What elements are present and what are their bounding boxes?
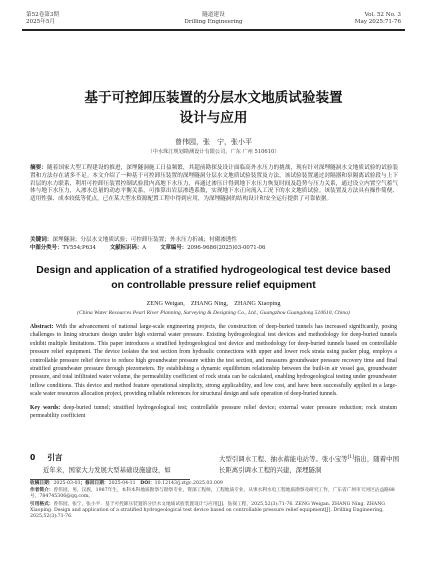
article-id-value: 2096-9686(2025)03-0071-06 — [187, 245, 266, 251]
keywords-cn — [30, 237, 398, 245]
received-label: 收稿日期： — [30, 481, 54, 486]
clc-value: TV554;P634 — [62, 245, 96, 251]
title-en-line-2: on controllable pressure relief equipment — [111, 280, 316, 291]
author-bio-text: 曾伟园，男，汉族，1987年生，本科本科地质勘察与勘察专业，资深工程师，工程地质专业，从事水利水电工程地质勘察及研究工作，广东省广州市天河区沾益路88号，784745306@qq.com。 — [30, 488, 395, 500]
header-rule-thin — [22, 30, 405, 31]
title-cn-line-1: 基于可控卸压装置的分层水文地质试验装置 — [84, 90, 343, 106]
date-cn: 2025年5月 — [26, 19, 55, 25]
revised-label: ；修回日期： — [80, 481, 109, 486]
authors-cn: 曾伟园，张 宁，张小平 — [175, 138, 252, 146]
body-text-right — [219, 452, 399, 476]
citation-text: 曾伟园，张宁，张小平．基于可控卸压装置的分层水文地质试验装置设计与应用[J]．钻探工程，2025,52(3):71-76. ZENG Weigan, ZHANG Ning, ZHANG Xiaoping. Design and application of a stratified hydrogeological test device based on controllable pressure relief equipment[J]. Drilling Engineering, 2025,52(3):71-76. — [30, 502, 386, 520]
keywords-en-label: Key words: — [30, 405, 61, 411]
section-heading-introduction — [30, 453, 62, 463]
affiliation-en: (China Water Resources Pearl River Planning, Surveying & Designing Co., Ltd., Guangzhou Guangdong 510610, China) — [77, 310, 350, 316]
section-number: 0 — [30, 453, 36, 462]
abstract-en-text: With the advancement of national large-scale engineering projects, the construction of deep-buried tunnels has increased significantly, posing challenges to lining structure design under high external water pressure. Existing hydrogeological test devices and methodology for deep-buried tunnels exhibit multiple limitations. This paper introduces a stratified hydrogeological test device and methodology for deep-buried tunnels based on controllable pressure relief equipment. The device isolates the test section from hydraulic connections with upper and lower rock strata using packer plug, employs a controllable pressure relief device to reduce high groundwater pressure within the test section, and measures groundwater pressure recovery time and final stratified groundwater pressure through piezometers. By establishing a dynamic equilibrium relationship between the built-in air vessel gas, groundwater pressure, and total infiltrated water volume, the permeability coefficient of rock strata can be calculated, enabling hydrogeological testing under groundwater inflow conditions. This device and method feature operational simplicity, strong applicability, and low cost, and have been successfully applied in a large-scale water resources allocation project, providing reliable references for structural design and safe operation of deep-buried tunnels. — [30, 324, 397, 398]
citation-label: 引用格式： — [30, 502, 54, 507]
keywords-en — [30, 404, 397, 421]
keywords-en-text: deep-buried tunnel; stratified hydrogeological test; controllable pressure relief device; external water pressure reduction; rock stratum permeability coefficient — [30, 405, 397, 420]
footnote-citation — [30, 502, 400, 521]
abstract-en — [30, 323, 397, 399]
doc-code-label: 文献标识码： — [109, 245, 143, 251]
keywords-cn-label: 关键词： — [30, 237, 53, 243]
footnote-author-bio — [30, 488, 400, 500]
title-en — [18, 263, 409, 293]
abstract-cn-text: 随着国家大型工程建设的推进，深埋隧洞施工日益频繁，其超前勘探及设计面临高外水压力的挑战，现有针对深埋隧洞水文地质试验的试验装置和方法存在诸多不足。本文介绍了一种基于可控卸压装置的深埋隧洞分层水文地质试验装置及方法，该试验装置通过封隔器和泵隔离试验段与上下岩层的水力联系，利用可控卸压装置控制试验段内高地下水压力，再通过渗压计得到地下水压力恢复时间及趋势与压力关系，通过设立内置空气蓄气体与地下水压力，入渗水总量的动态平衡关系，可推算出岩层渗透系数，实现地下水正向流入工况下的水文地质试验。该装置及方法具有操作简便、适用性强、成本较低等优点，已在某大型水资源配置工程中得到应用，为深埋隧洞的结构设计和安全运行提供了可靠依据。 — [30, 165, 398, 203]
footnote-rule — [30, 479, 190, 480]
body-right-part-1: 大型引调水工程、抽水蓄能电站等。张小宝等 — [219, 455, 348, 464]
doc-code-value: A — [142, 245, 147, 251]
date-pages-en: May 2025:71-76 — [354, 19, 401, 25]
doi-value: 10.12143/j.ztgc.2025.03.009 — [154, 481, 223, 486]
journal-name-en: Drilling Engineering — [184, 19, 243, 25]
keywords-cn-text: 深埋隧洞；分层水文地质试验；可控卸压装置；外水压力折减；衬砌渗透性 — [52, 237, 237, 243]
affiliation-cn: （中水珠江规划勘测设计有限公司，广东 广州 510610） — [147, 149, 280, 155]
doi-label: DOI： — [135, 481, 155, 486]
citation-ref-1: [1] — [347, 455, 354, 460]
abstract-cn — [30, 165, 398, 204]
received-date: 2025-03-03 — [53, 481, 81, 486]
section-title: 引言 — [47, 453, 63, 462]
abstract-en-label: Abstract: — [30, 324, 54, 330]
journal-volume-issue-en — [355, 12, 401, 26]
footnote-received — [30, 481, 400, 487]
abstract-cn-label: 摘要： — [30, 165, 47, 171]
body-right-part-2: 指出，随着中国长距离引调水工程的兴建，深埋隧洞 — [219, 455, 400, 475]
journal-name-cn: 隧道建设 — [202, 12, 225, 18]
volume-issue-en: Vol. 52 No. 3 — [364, 12, 401, 18]
authors-en: ZENG Weigan, ZHANG Ning, ZHANG Xiaoping — [146, 300, 281, 307]
author-bio-label: 作者简介： — [30, 488, 54, 493]
article-id-label: 文章编号： — [160, 245, 188, 251]
title-en-line-1: Design and application of a stratified hydrogeological test device based — [36, 265, 391, 276]
classification-line — [30, 245, 400, 253]
clc-label: 中图分类号： — [30, 245, 63, 251]
revised-date: 2025-04-11 — [108, 481, 136, 486]
volume-issue-cn: 第52卷第3期 — [26, 12, 60, 18]
body-text-left: 近年来，国家大力发展大型基础设施建设，如 — [43, 466, 171, 474]
title-cn-line-2: 设计与应用 — [179, 110, 248, 126]
